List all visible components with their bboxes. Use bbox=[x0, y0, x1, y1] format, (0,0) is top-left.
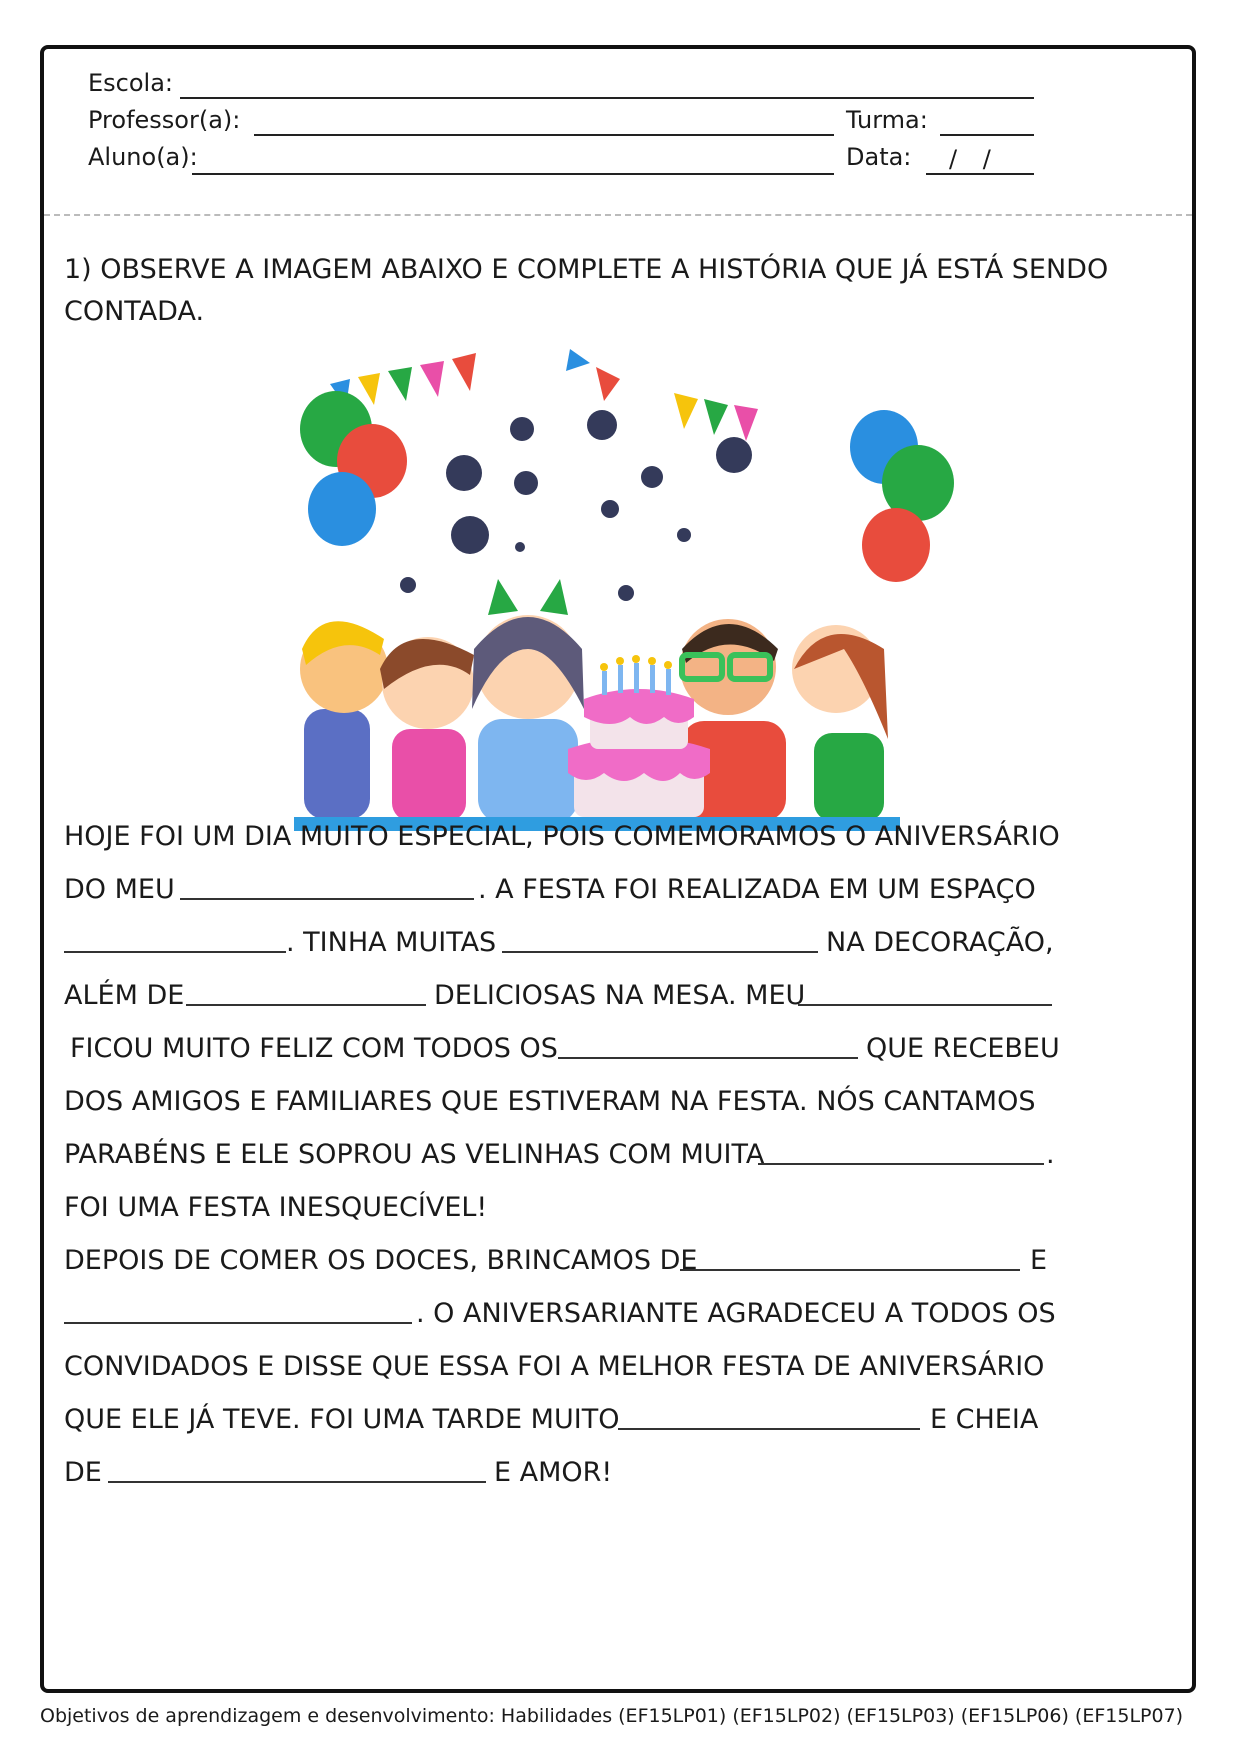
bunting-flags bbox=[330, 349, 758, 441]
story-line-4 bbox=[64, 976, 1174, 1016]
fill-blank-1[interactable] bbox=[180, 898, 474, 900]
school-label: Escola: bbox=[88, 69, 174, 97]
story-text-segment: CONVIDADOS E DISSE QUE ESSA FOI A MELHOR FESTA DE ANIVERSÁRIO bbox=[64, 1351, 1045, 1382]
fill-blank-2[interactable] bbox=[64, 951, 286, 953]
story-line-5 bbox=[64, 1029, 1174, 1069]
fill-blank-8[interactable] bbox=[680, 1269, 1020, 1271]
story-line-2 bbox=[64, 870, 1174, 910]
date-field[interactable] bbox=[926, 173, 1034, 175]
date-slashes: / / bbox=[949, 145, 991, 173]
teacher-label: Professor(a): bbox=[88, 106, 241, 134]
story-text-segment: QUE RECEBEU bbox=[866, 1033, 1060, 1064]
fill-blank-6[interactable] bbox=[558, 1057, 858, 1059]
story-text-segment: . TINHA MUITAS bbox=[286, 927, 497, 958]
story-text-segment: HOJE FOI UM DIA MUITO ESPECIAL, POIS COMEMORAMOS O ANIVERSÁRIO bbox=[64, 821, 1060, 852]
birthday-party-illustration bbox=[284, 349, 1044, 889]
balloons bbox=[300, 391, 954, 582]
class-label: Turma: bbox=[846, 106, 928, 134]
question-text: 1) OBSERVE A IMAGEM ABAIXO E COMPLETE A HISTÓRIA QUE JÁ ESTÁ SENDO CONTADA. bbox=[64, 254, 1109, 327]
fill-blank-5[interactable] bbox=[798, 1004, 1052, 1006]
story-text-segment: E bbox=[1030, 1245, 1048, 1276]
fill-blank-7[interactable] bbox=[758, 1163, 1044, 1165]
story-text-segment: QUE ELE JÁ TEVE. FOI UMA TARDE MUITO bbox=[64, 1404, 620, 1435]
fill-blank-11[interactable] bbox=[108, 1481, 486, 1483]
fill-blank-4[interactable] bbox=[186, 1004, 426, 1006]
story-line-10 bbox=[64, 1294, 1174, 1334]
story-text-segment: DELICIOSAS NA MESA. MEU bbox=[434, 980, 806, 1011]
footer-objectives: Objetivos de aprendizagem e desenvolvimento: Habilidades (EF15LP01) (EF15LP02) (EF15LP03) (EF15LP06) (EF15LP07) bbox=[40, 1705, 1184, 1727]
fill-blank-9[interactable] bbox=[64, 1322, 412, 1324]
story-text-segment: . O ANIVERSARIANTE AGRADECEU A TODOS OS bbox=[416, 1298, 1056, 1329]
story-text-segment: DO MEU bbox=[64, 874, 175, 905]
story-text-segment: FICOU MUITO FELIZ COM TODOS OS bbox=[70, 1033, 558, 1064]
story-text-segment: . A FESTA FOI REALIZADA EM UM ESPAÇO bbox=[478, 874, 1036, 905]
confetti-dots bbox=[400, 410, 752, 601]
story-text-segment: DOS AMIGOS E FAMILIARES QUE ESTIVERAM NA FESTA. NÓS CANTAMOS bbox=[64, 1086, 1036, 1117]
story-text-segment: . bbox=[1046, 1139, 1055, 1170]
header-divider bbox=[44, 214, 1192, 216]
story-line-9 bbox=[64, 1241, 1174, 1281]
teacher-field[interactable] bbox=[254, 134, 834, 136]
story-line-12 bbox=[64, 1400, 1174, 1440]
story-line-13 bbox=[64, 1453, 1174, 1493]
story-text-segment: DE bbox=[64, 1457, 102, 1488]
date-label: Data: bbox=[846, 143, 912, 171]
class-field[interactable] bbox=[940, 134, 1034, 136]
story-text-segment: PARABÉNS E ELE SOPROU AS VELINHAS COM MUITA bbox=[64, 1139, 765, 1170]
school-field[interactable] bbox=[180, 97, 1034, 99]
worksheet-frame bbox=[40, 45, 1196, 1693]
story-text-segment: ALÉM DE bbox=[64, 980, 185, 1011]
story-text-segment: FOI UMA FESTA INESQUECÍVEL! bbox=[64, 1192, 488, 1223]
story-text-segment: E AMOR! bbox=[494, 1457, 613, 1488]
story-text-segment: NA DECORAÇÃO, bbox=[826, 927, 1054, 958]
story-text-segment: DEPOIS DE COMER OS DOCES, BRINCAMOS DE bbox=[64, 1245, 698, 1276]
student-label: Aluno(a): bbox=[88, 143, 198, 171]
fill-blank-3[interactable] bbox=[502, 951, 818, 953]
story-line-3 bbox=[64, 923, 1174, 963]
fill-blank-10[interactable] bbox=[618, 1428, 920, 1430]
story-text-segment: E CHEIA bbox=[930, 1404, 1039, 1435]
student-field[interactable] bbox=[192, 173, 834, 175]
story-line-7 bbox=[64, 1135, 1174, 1175]
